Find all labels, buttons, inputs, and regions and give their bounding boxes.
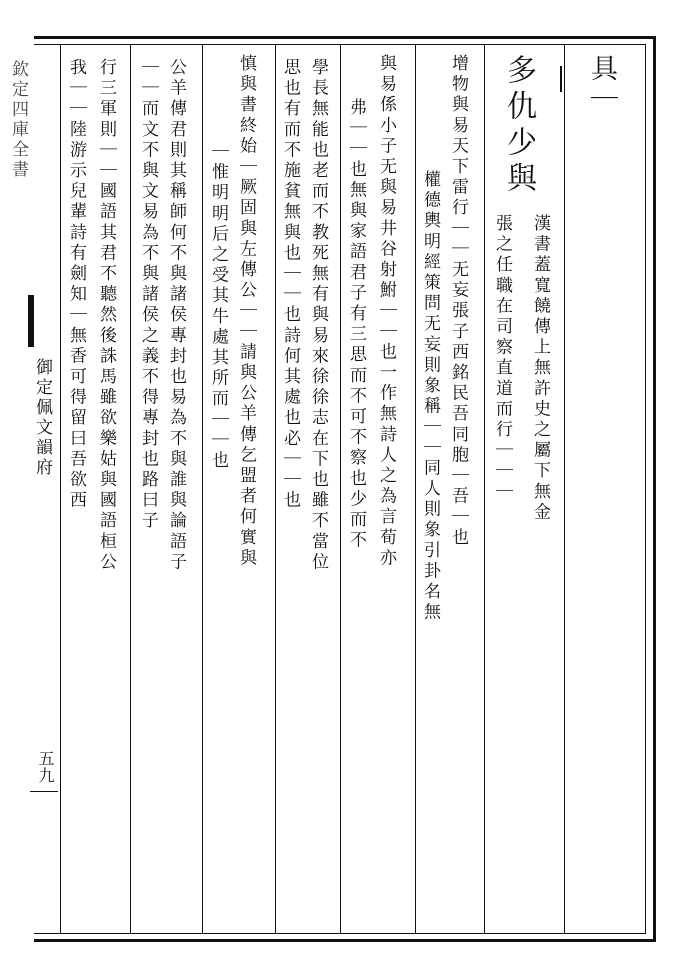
text-column-3: 增物與易天下雷行｜｜无妄張子西銘民吾同胞｜吾｜也 <box>448 54 468 549</box>
entry-heading-column: 多仇少與 <box>501 54 536 198</box>
text-column-5: 與易係小子无與易井谷射鮒｜｜也一作無詩人之為言荀亦 <box>376 54 396 569</box>
text-column-8: 思也有而不施貧無與也｜｜也詩何其處也必｜｜也 <box>280 58 300 512</box>
column-divider <box>202 44 203 934</box>
rhyme-header: 具｜ <box>586 54 617 114</box>
column-divider <box>275 44 276 934</box>
text-column-4: 權德輿明經策問无妄則象稱｜｜同人則象引卦名無 <box>420 170 440 624</box>
text-column-14: 我｜｜陸游示兒輩詩有劍知｜無香可得留曰吾欲西 <box>66 58 86 512</box>
margin-book-title: 御定佩文韻府 <box>32 358 52 478</box>
margin-black-bar <box>28 295 34 347</box>
page-number: 五九 <box>36 750 55 784</box>
text-column-2: 張之任職在司察直道而行｜｜｜ <box>492 214 512 503</box>
left-margin <box>0 0 58 980</box>
text-column-11: 公羊傳君則其稱師何不與諸侯專封也易為不與誰與論語子 <box>166 58 186 573</box>
text-column-1: 漢書蓋寬饒傳上無許史之屬下無金 <box>530 214 550 523</box>
text-column-12: ｜｜而文不與文易為不與諸侯之義不得專封也路曰子 <box>138 58 158 532</box>
margin-cut-text: 欽定四庫全書 <box>8 60 28 180</box>
column-divider <box>484 44 485 934</box>
header-tick-mark <box>560 66 562 92</box>
text-column-9: 慎與書終始｜厥固與左傳公｜｜請與公羊傳乞盟者何實與 <box>236 54 256 569</box>
column-divider <box>60 44 61 934</box>
column-divider <box>130 44 131 934</box>
text-column-13: 行三軍則｜｜國語其君不聽然後誅馬雖欲樂姑與國語桓公 <box>96 58 116 573</box>
text-column-6: 弗｜｜也無與家語君子有三思而不可不察也少而不 <box>346 98 366 552</box>
text-column-7: 學長無能也老而不教死無有與易來徐徐志在下也雖不當位 <box>308 58 328 573</box>
column-divider <box>340 44 341 934</box>
column-divider <box>564 44 565 934</box>
text-column-10: ｜惟明明后之受其牛處其所而｜｜也 <box>208 142 228 472</box>
column-divider <box>415 44 416 934</box>
